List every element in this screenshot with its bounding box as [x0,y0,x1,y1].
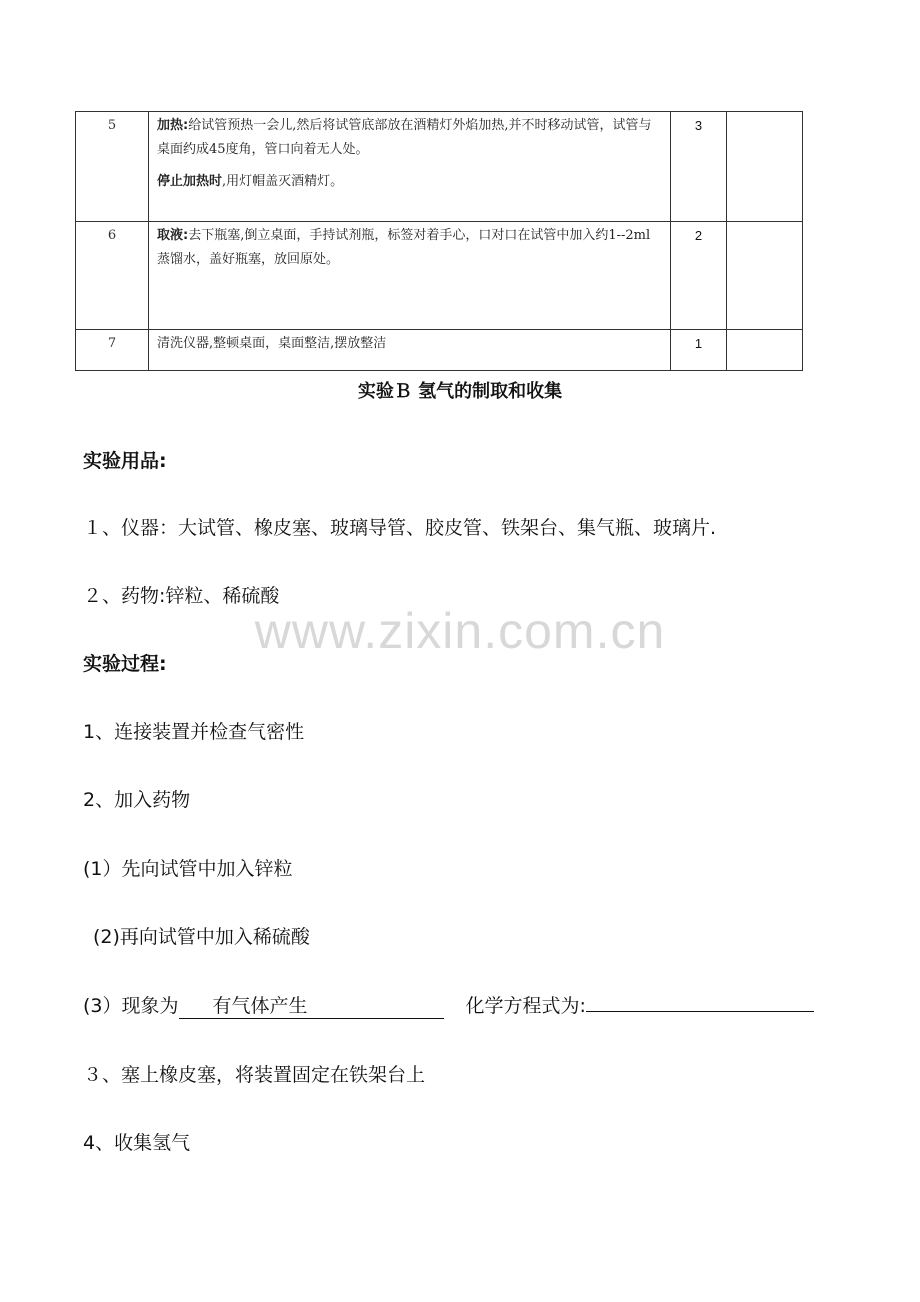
table-row [76,330,803,371]
step-2-1: (1）先向试管中加入锌粒 [83,858,293,880]
step-2: 2、加入药物 [83,789,191,811]
row-description: 清洗仪器,整顿桌面，桌面整洁,摆放整洁 [149,330,671,371]
materials-heading: 实验用品: [83,450,167,472]
row-score: 1 [671,330,727,371]
row-extra [727,222,803,330]
step-4: 4、收集氢气 [83,1132,191,1154]
row-score: 3 [671,112,727,222]
row-number: 6 [76,222,149,330]
step-text: 给试管预热一会儿,然后将试管底部放在酒精灯外焰加热,并不时移动试管，试管与桌面约成45度角，管口向着无人处。 [157,118,652,157]
step-subheading: 停止加热时 [157,174,223,189]
step-heading: 取液: [157,228,189,243]
row-description [149,112,671,222]
table-row [76,112,803,222]
grading-table [75,111,803,371]
equation-blank[interactable] [586,1011,814,1012]
materials-chemicals: ２、药物:锌粒、稀硫酸 [83,585,280,607]
step-2-2: (2)再向试管中加入稀硫酸 [93,926,310,948]
materials-instruments: １、仪器：大试管、橡皮塞、玻璃导管、胶皮管、铁架台、集气瓶、玻璃片. [83,517,717,539]
section-title: 实验Ｂ 氢气的制取和收集 [357,381,563,402]
step-1: 1、连接装置并检查气密性 [83,721,305,743]
row-score: 2 [671,222,727,330]
equation-label: 化学方程式为: [465,995,586,1017]
table-row [76,222,803,330]
row-number: 7 [76,330,149,371]
step-subtext: ,用灯帽盖灭酒精灯。 [222,174,344,189]
step-2-3 [83,992,814,1020]
row-extra [727,330,803,371]
step-text: 去下瓶塞,倒立桌面，手持试剂瓶，标签对着手心，口对口在试管中加入约1--2ml蒸馏水，盖好瓶塞，放回原处。 [157,228,651,267]
row-extra [727,112,803,222]
phenomenon-label: (3）现象为 [83,995,179,1017]
row-description [149,222,671,330]
step-heading: 加热: [157,118,189,133]
row-number: 5 [76,112,149,222]
watermark: www.zixin.com.cn [254,603,666,659]
step-3: ３、塞上橡皮塞，将装置固定在铁架台上 [83,1064,426,1086]
phenomenon-answer: 有气体产生 [212,995,308,1017]
process-heading: 实验过程: [83,653,167,675]
phenomenon-answer-blank[interactable] [179,994,444,1019]
